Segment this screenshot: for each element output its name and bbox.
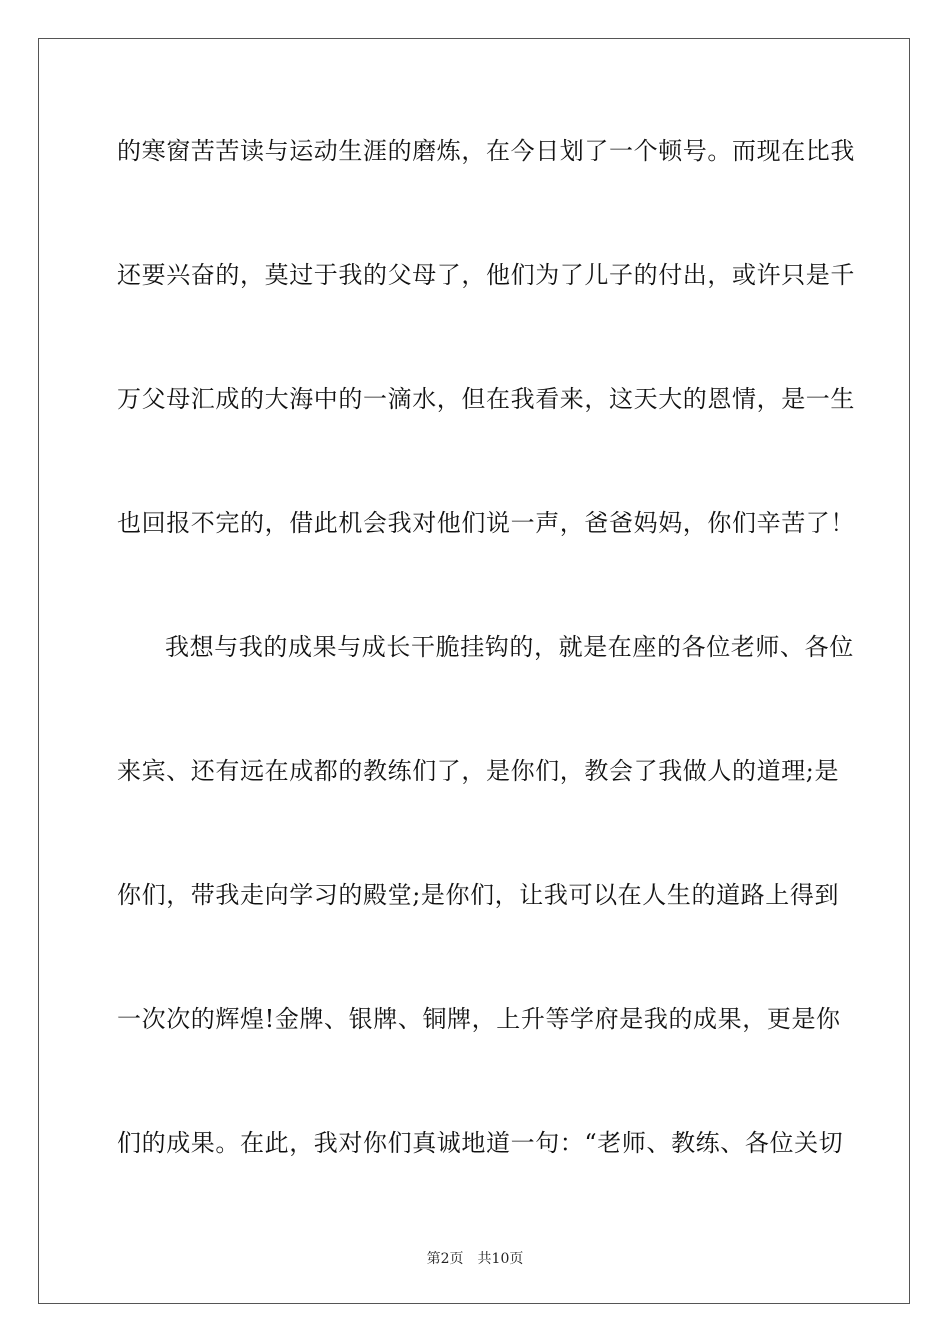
page-number: 第2页	[426, 1251, 464, 1267]
page-total: 共10页	[477, 1251, 524, 1267]
paragraph-first-line: 我想与我的成果与成长干脆挂钩的，就是在座的各位老师、各位	[165, 633, 854, 661]
text-line: 还要兴奋的，莫过于我的父母了，他们为了儿子的付出，或许只是千	[117, 261, 855, 289]
text-line: 的寒窗苦苦读与运动生涯的磨炼，在今日划了一个顿号。而现在比我	[117, 137, 855, 165]
page-border	[38, 38, 910, 1304]
text-line: 万父母汇成的大海中的一滴水，但在我看来，这天大的恩情，是一生	[117, 385, 855, 413]
text-line: 也回报不完的，借此机会我对他们说一声，爸爸妈妈，你们辛苦了！	[117, 509, 855, 537]
text-line: 你们，带我走向学习的殿堂;是你们，让我可以在人生的道路上得到	[117, 881, 840, 909]
page-footer	[0, 1248, 950, 1268]
text-line: 来宾、还有远在成都的教练们了，是你们，教会了我做人的道理;是	[117, 757, 840, 785]
text-line: 一次次的辉煌!金牌、银牌、铜牌，上升等学府是我的成果，更是你	[117, 1005, 841, 1033]
text-line: 们的成果。在此，我对你们真诚地道一句：“老师、教练、各位关切	[117, 1129, 844, 1157]
